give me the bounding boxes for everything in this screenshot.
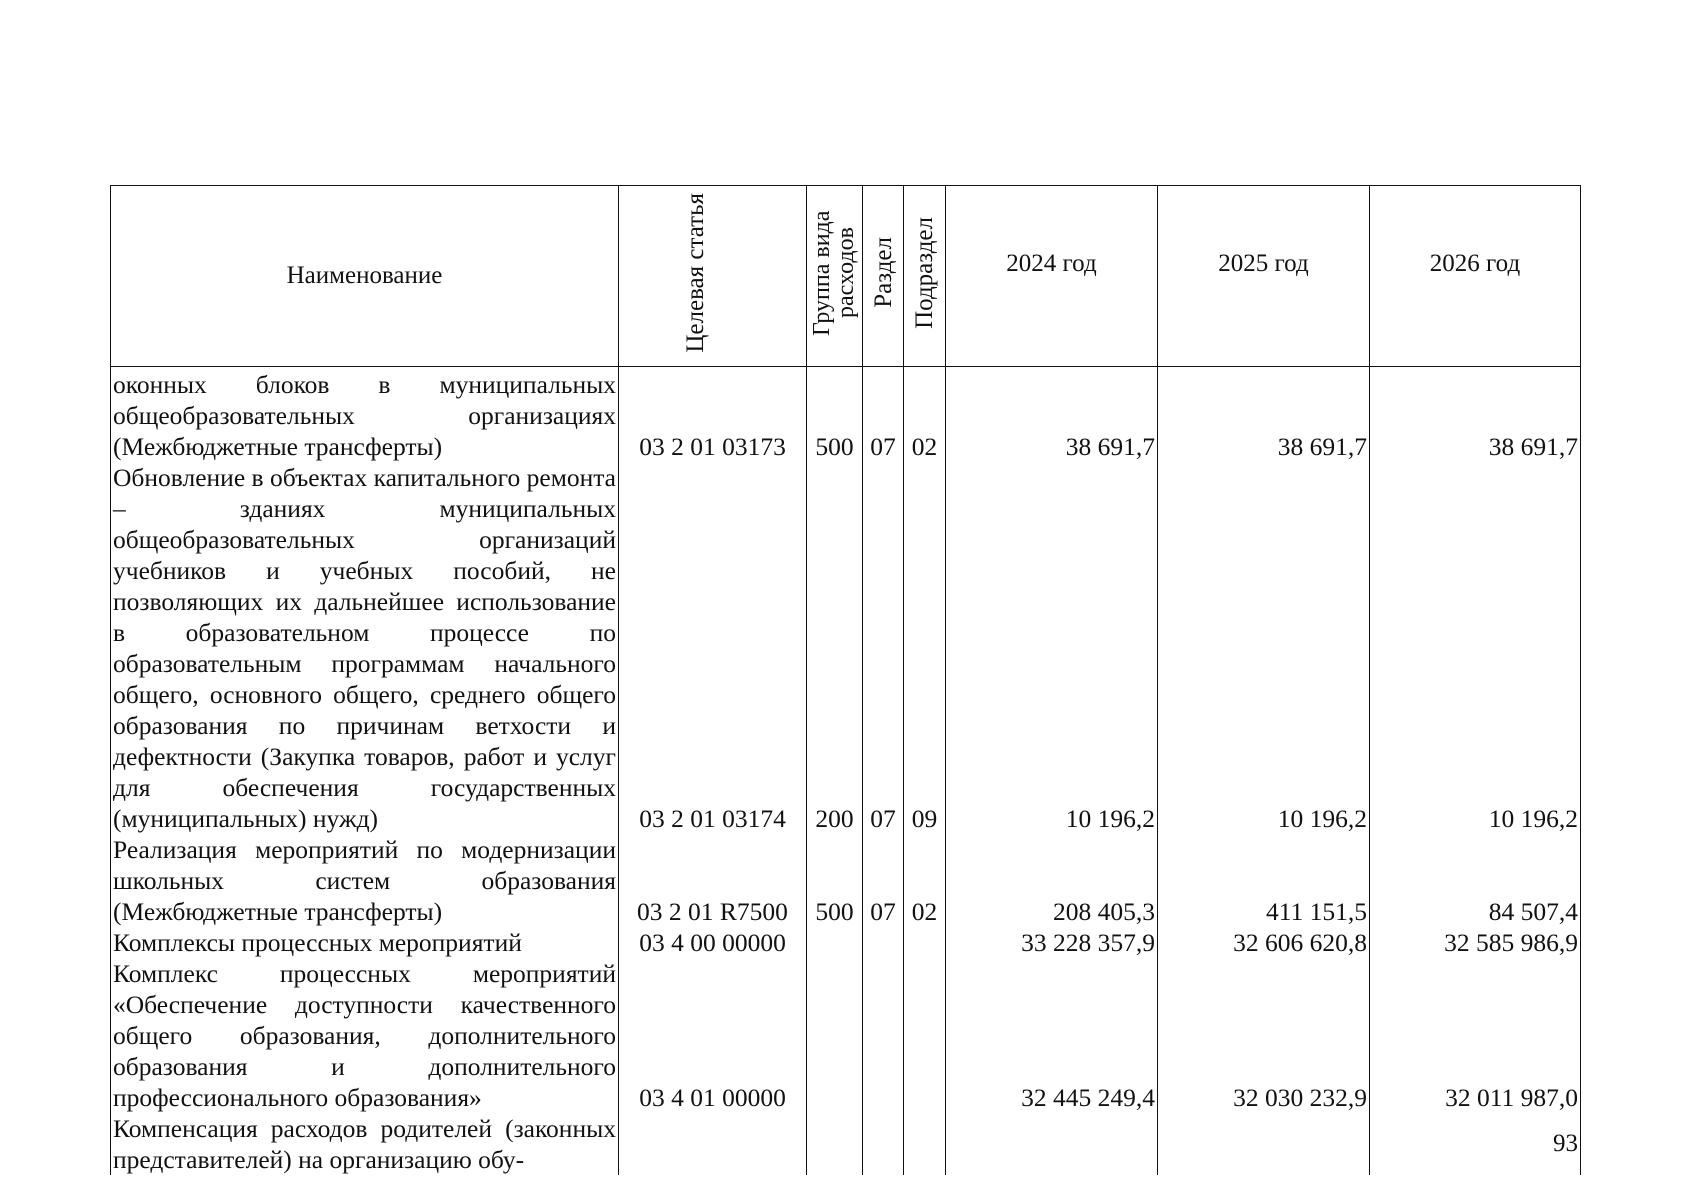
header-year-2026 bbox=[1370, 186, 1581, 367]
row-code bbox=[619, 1113, 807, 1175]
table-row bbox=[111, 462, 1581, 834]
row-amount-2024: 208 405,3 bbox=[946, 834, 1158, 927]
row-group: 500 bbox=[807, 367, 863, 463]
table-row bbox=[111, 958, 1581, 1113]
row-code: 03 4 00 00000 bbox=[619, 927, 807, 958]
row-group bbox=[807, 927, 863, 958]
row-amount-2026: 10 196,2 bbox=[1370, 462, 1581, 834]
budget-table bbox=[110, 185, 1581, 1175]
row-amount-2026: 84 507,4 bbox=[1370, 834, 1581, 927]
header-year-2025 bbox=[1158, 186, 1370, 367]
row-name: Комплексы процессных мероприятий bbox=[111, 927, 619, 958]
row-name: Комплекс процессных мероприятий «Обеспечение доступности качественного общего образования, дополнительного образования и дополнительного профессионального образования» bbox=[111, 958, 619, 1113]
row-amount-2024: 38 691,7 bbox=[946, 367, 1158, 463]
table-row bbox=[111, 834, 1581, 927]
row-section: 07 bbox=[863, 462, 904, 834]
row-subsection bbox=[904, 958, 946, 1113]
header-row bbox=[111, 186, 1581, 367]
row-amount-2024: 32 445 249,4 bbox=[946, 958, 1158, 1113]
row-name: Компенсация расходов родителей (законных представителей) на организацию обу- bbox=[111, 1113, 619, 1175]
row-amount-2025: 411 151,5 bbox=[1158, 834, 1370, 927]
row-code: 03 4 01 00000 bbox=[619, 958, 807, 1113]
row-section: 07 bbox=[863, 834, 904, 927]
table-row bbox=[111, 367, 1581, 463]
header-name-label: Наименование bbox=[286, 262, 443, 289]
page-number: 93 bbox=[1553, 1130, 1578, 1157]
header-year-2024 bbox=[946, 186, 1158, 367]
header-year-2025-label: 2025 год bbox=[1218, 250, 1309, 277]
row-amount-2026: 38 691,7 bbox=[1370, 367, 1581, 463]
table-row bbox=[111, 1113, 1581, 1175]
row-amount-2025 bbox=[1158, 1113, 1370, 1175]
row-group bbox=[807, 1113, 863, 1175]
table-header bbox=[111, 186, 1581, 367]
row-code: 03 2 01 R7500 bbox=[619, 834, 807, 927]
header-group bbox=[807, 186, 863, 367]
row-amount-2026: 32 011 987,0 bbox=[1370, 958, 1581, 1113]
row-name: оконных блоков в муниципальных общеобразовательных организациях (Межбюджетные трансферты) bbox=[111, 367, 619, 463]
row-section bbox=[863, 1113, 904, 1175]
row-section bbox=[863, 927, 904, 958]
row-amount-2024: 10 196,2 bbox=[946, 462, 1158, 834]
row-subsection bbox=[904, 1113, 946, 1175]
header-name bbox=[111, 186, 619, 367]
header-subsection bbox=[904, 186, 946, 367]
header-subsection-label: Подраздел bbox=[911, 216, 938, 329]
row-amount-2024: 33 228 357,9 bbox=[946, 927, 1158, 958]
row-subsection: 02 bbox=[904, 367, 946, 463]
row-group bbox=[807, 958, 863, 1113]
row-group: 200 bbox=[807, 462, 863, 834]
row-amount-2025: 32 606 620,8 bbox=[1158, 927, 1370, 958]
row-subsection bbox=[904, 927, 946, 958]
row-amount-2026: 32 585 986,9 bbox=[1370, 927, 1581, 958]
row-group: 500 bbox=[807, 834, 863, 927]
row-amount-2026 bbox=[1370, 1113, 1581, 1175]
table-body bbox=[111, 367, 1581, 1176]
row-name: Обновление в объектах капитального ремонта – зданиях муниципальных общеобразовательных организаций учебников и учебных пособий, не позволяющих их дальнейшее использование в образовательном процессе по образовательным программам начального общего, основного общего, среднего общего образования по причинам ветхости и дефектности (Закупка товаров, работ и услуг для обеспечения государственных (муниципальных) нужд) bbox=[111, 462, 619, 834]
header-year-2026-label: 2026 год bbox=[1429, 250, 1521, 277]
row-code: 03 2 01 03174 bbox=[619, 462, 807, 834]
row-amount-2024 bbox=[946, 1113, 1158, 1175]
row-code: 03 2 01 03173 bbox=[619, 367, 807, 463]
header-code-label: Целевая статья bbox=[681, 192, 709, 353]
row-amount-2025: 10 196,2 bbox=[1158, 462, 1370, 834]
header-section-label: Раздел bbox=[869, 237, 897, 308]
row-amount-2025: 38 691,7 bbox=[1158, 367, 1370, 463]
header-group-label: Группа вида расходов bbox=[808, 209, 859, 336]
row-section bbox=[863, 958, 904, 1113]
header-code bbox=[619, 186, 807, 367]
row-amount-2025: 32 030 232,9 bbox=[1158, 958, 1370, 1113]
row-subsection: 09 bbox=[904, 462, 946, 834]
row-name: Реализация мероприятий по модернизации школьных систем образования (Межбюджетные трансферты) bbox=[111, 834, 619, 927]
row-subsection: 02 bbox=[904, 834, 946, 927]
header-section bbox=[863, 186, 904, 367]
table-row bbox=[111, 927, 1581, 958]
header-year-2024-label: 2024 год bbox=[1006, 250, 1097, 277]
row-section: 07 bbox=[863, 367, 904, 463]
budget-table-wrapper bbox=[110, 185, 1580, 1175]
